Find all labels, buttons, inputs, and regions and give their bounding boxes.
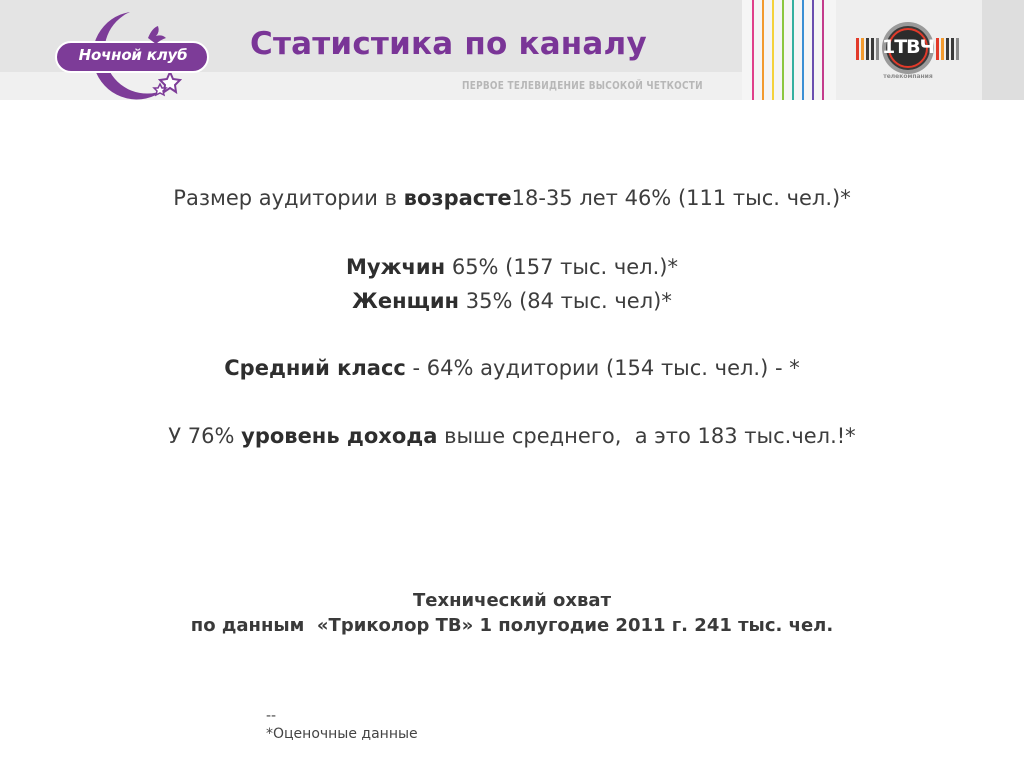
stat-men-suffix: 65% (157 тыс. чел.)* xyxy=(445,255,678,279)
partner-logo-bar xyxy=(866,38,869,60)
stat-income-prefix: У 76% xyxy=(168,424,242,448)
partner-logo-bar xyxy=(861,38,864,60)
footnote-dash: -- xyxy=(266,708,277,724)
stat-men-line xyxy=(0,255,1024,279)
stat-middle-class-suffix: - 64% аудитории (154 тыс. чел.) - * xyxy=(405,356,800,380)
partner-logo-bar xyxy=(941,38,944,60)
color-stripe xyxy=(822,0,824,100)
stat-age-prefix: Размер аудитории в xyxy=(173,186,404,210)
coverage-source: по данным «Триколор ТВ» 1 полугодие 2011 г. 241 тыс. чел. xyxy=(190,615,834,636)
partner-logo-bar xyxy=(946,38,949,60)
coverage-heading: Технический охват xyxy=(412,590,612,611)
stat-women-suffix: 35% (84 тыс. чел)* xyxy=(459,289,672,313)
brand-logo xyxy=(52,8,212,100)
partner-logo-bar xyxy=(876,38,879,60)
color-stripe xyxy=(772,0,774,100)
stat-women-bold: Женщин xyxy=(352,289,460,313)
color-stripes-decoration xyxy=(742,0,836,100)
stat-income-bold: уровень дохода xyxy=(241,424,438,448)
color-stripe xyxy=(762,0,764,100)
partner-logo-bar xyxy=(936,38,939,60)
partner-logo-bar xyxy=(871,38,874,60)
color-stripe xyxy=(782,0,784,100)
color-stripe xyxy=(792,0,794,100)
stat-age-bold: возрасте xyxy=(403,186,512,210)
stat-middle-class-bold: Средний класс xyxy=(224,356,406,380)
header-edge xyxy=(982,0,1024,100)
brand-logo-text: Ночной клуб xyxy=(78,46,188,64)
stat-women-line xyxy=(0,289,1024,313)
footnote-text: *Оценочные данные xyxy=(266,726,418,742)
stat-income-line xyxy=(0,424,1024,448)
tagline: ПЕРВОЕ ТЕЛЕВИДЕНИЕ ВЫСОКОЙ ЧЕТКОСТИ xyxy=(462,79,703,92)
stat-age-line xyxy=(0,186,1024,210)
color-stripe xyxy=(752,0,754,100)
color-stripe xyxy=(802,0,804,100)
partner-logo-bar xyxy=(856,38,859,60)
stat-income-suffix: выше среднего, а это 183 тыс.чел.!* xyxy=(437,424,856,448)
partner-logo-bar xyxy=(951,38,954,60)
partner-logo-bar xyxy=(956,38,959,60)
partner-logo-caption: телекомпания xyxy=(883,73,933,80)
stat-age-suffix: 18-35 лет 46% (111 тыс. чел.)* xyxy=(511,186,851,210)
partner-logo xyxy=(854,22,960,84)
stat-middle-class-line xyxy=(0,356,1024,380)
stat-men-bold: Мужчин xyxy=(346,255,446,279)
page-title: Статистика по каналу xyxy=(250,26,647,62)
color-stripe xyxy=(812,0,814,100)
partner-logo-text: 1ТВЧ xyxy=(881,36,935,58)
